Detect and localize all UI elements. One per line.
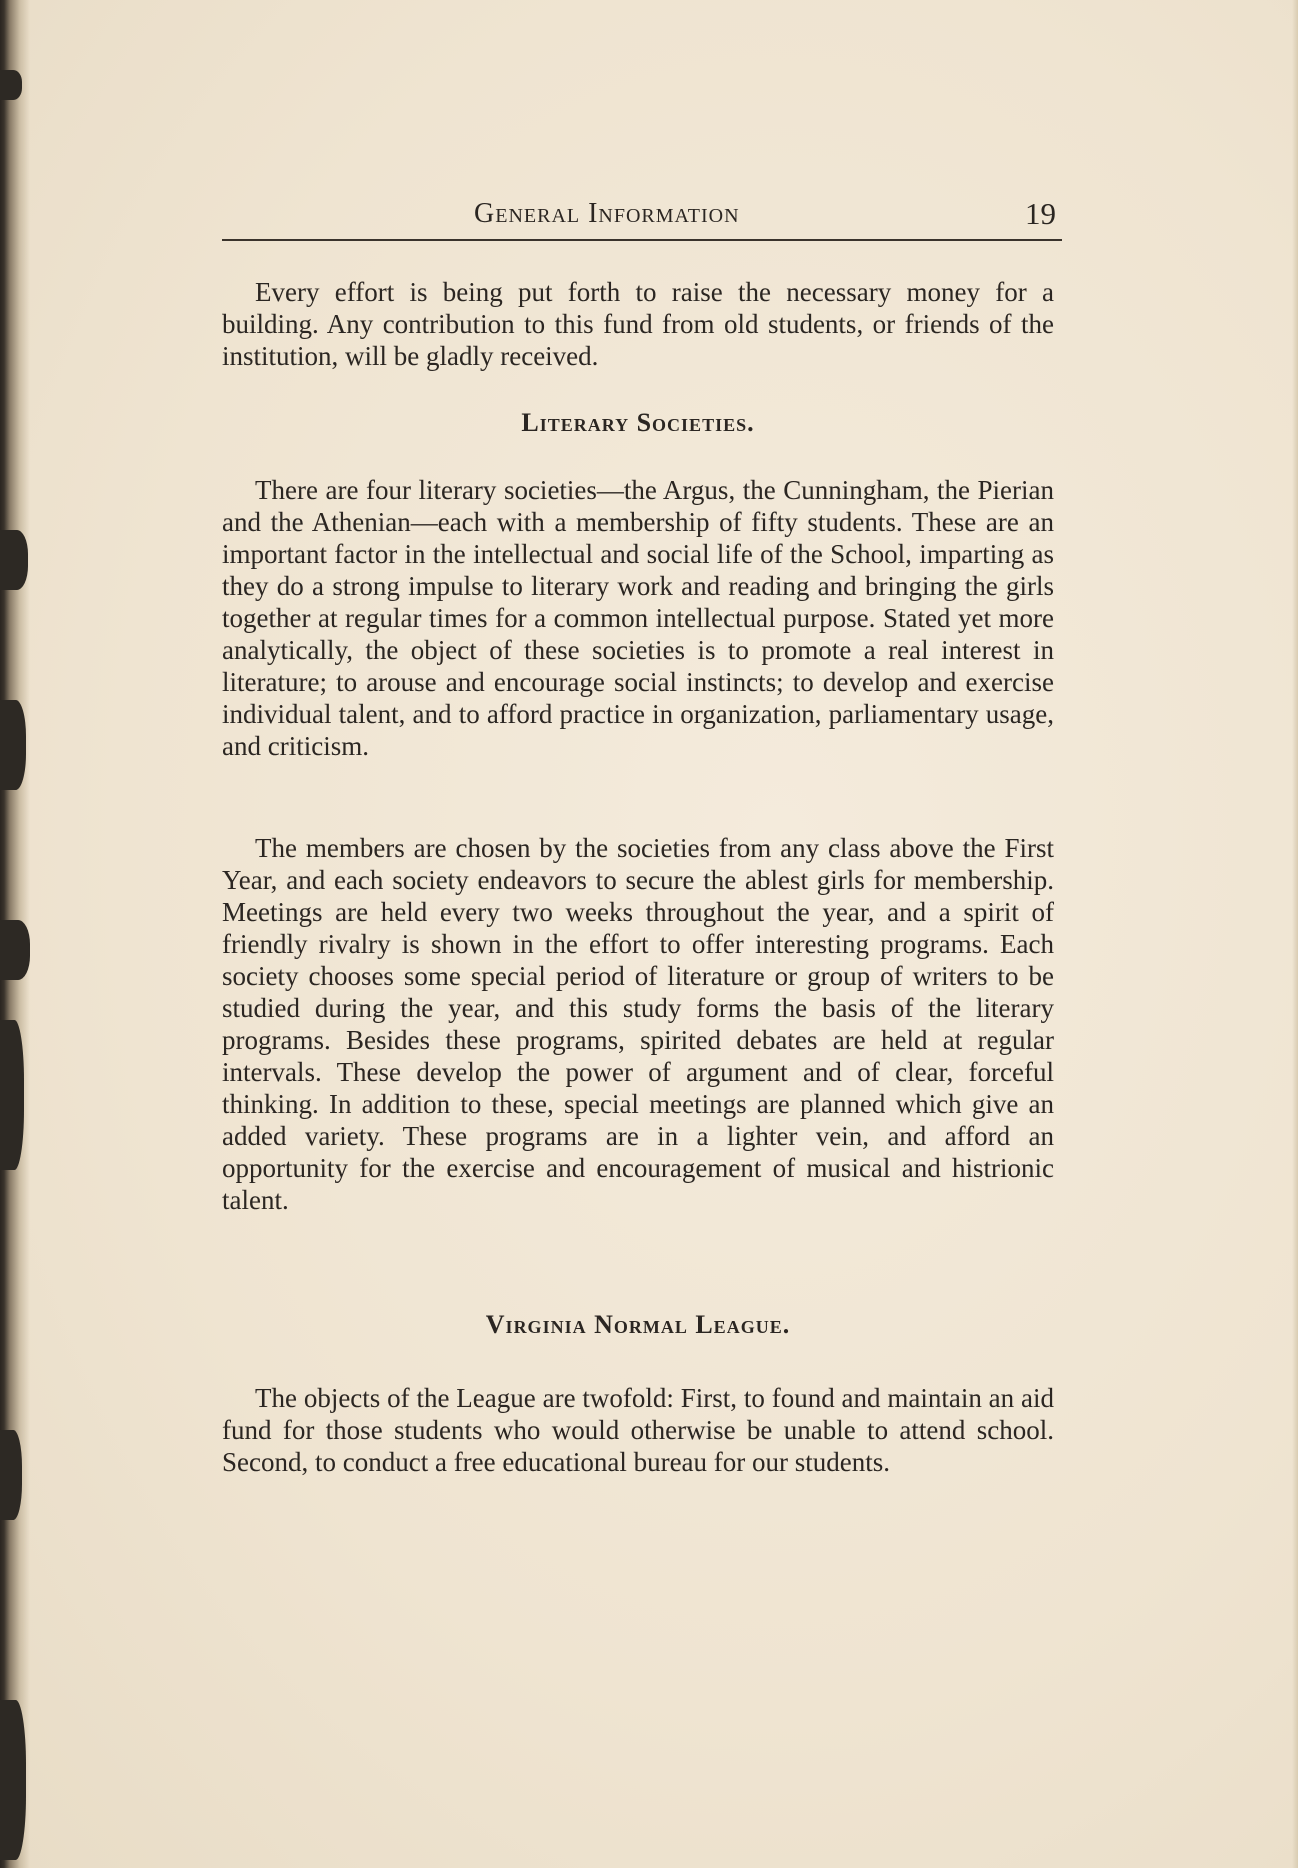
binding-shadow <box>0 70 22 100</box>
virginia-normal-league-paragraph: The objects of the League are twofold: First, to found and maintain an aid fund for those students who would otherwise be unable to attend school. Second, to conduct a free educational bureau for our students. <box>222 1383 1054 1477</box>
header-rule <box>222 239 1062 241</box>
binding-shadow <box>0 1430 22 1520</box>
page-right-edge <box>1292 0 1298 1868</box>
binding-shadow <box>0 1700 26 1860</box>
running-head: General Information <box>474 198 740 229</box>
binding-shadow <box>0 530 28 590</box>
binding-shadow <box>0 1020 24 1170</box>
page-number: 19 <box>1025 196 1056 231</box>
literary-societies-paragraph-2: The members are chosen by the societies from any class above the First Year, and each society endeavors to secure the ablest girls for membership. Meetings are held every two weeks throughout the year, and a spirit of friendly rivalry is shown in the effort to offer interesting programs. Each society chooses some special period of literature or group of writers to be studied during the year, and this study forms the basis of the literary programs. Besides these programs, spirited debates are held at regular intervals. These develop the power of argument and of clear, forceful thinking. In addition to these, special meetings are planned which give an added variety. These programs are in a lighter vein, and afford an opportunity for the exercise and encouragement of musical and histrionic talent. <box>222 833 1054 1215</box>
intro-paragraph: Every effort is being put forth to raise the necessary money for a building. Any contribution to this fund from old students, or friends of the institution, will be gladly received. <box>222 277 1054 371</box>
page-header <box>222 196 1062 236</box>
section-heading-virginia-normal-league: Virginia Normal League. <box>485 1310 791 1339</box>
literary-societies-paragraph-1: There are four literary societies—the Argus, the Cunningham, the Pierian and the Athenian—each with a membership of fifty students. These are an important factor in the intellectual and social life of the School, imparting as they do a strong impulse to literary work and reading and bringing the girls together at regular times for a common intellectual purpose. Stated yet more analytically, the object of these societies is to promote a real interest in literature; to arouse and encourage social instincts; to develop and exercise individual talent, and to afford practice in organization, parliamentary usage, and criticism. <box>222 475 1054 761</box>
section-heading-literary-societies: Literary Societies. <box>521 408 755 437</box>
binding-shadow <box>0 920 30 980</box>
binding-shadow <box>0 700 26 790</box>
